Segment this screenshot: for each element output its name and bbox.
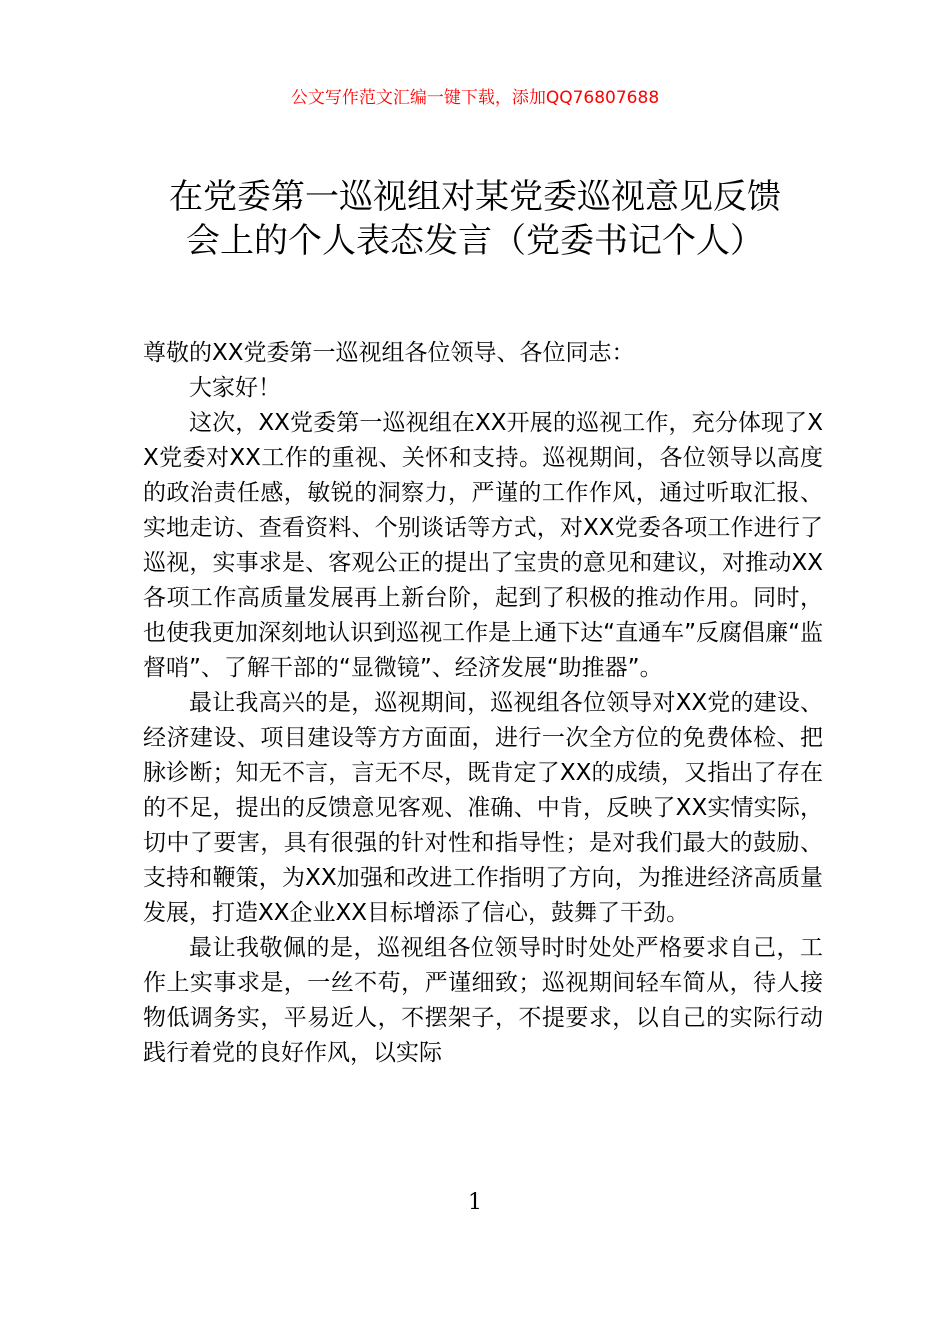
paragraph-1: 这次，XX党委第一巡视组在XX开展的巡视工作，充分体现了XX党委对XX工作的重视、关怀和支持。巡视期间，各位领导以高度的政治责任感，敏锐的洞察力，严谨的工作作风，通过听取汇报、实地走访、查看资料、个别谈话等方式，对XX党委各项工作进行了巡视，实事求是、客观公正的提出了宝贵的意见和建议，对推动XX各项工作高质量发展再上新台阶，起到了积极的推动作用。同时，也使我更加深刻地认识到巡视工作是上通下达“直通车”反腐倡廉“监督哨”、了解干部的“显微镜”、经济发展“助推器”。 [143, 410, 823, 681]
document-title-line-2: 会上的个人表态发言（党委书记个人） [186, 221, 764, 261]
document-body [143, 336, 823, 1071]
paragraph-3: 最让我敬佩的是，巡视组各位领导时时处处严格要求自己，工作上实事求是，一丝不苟，严谨细致；巡视期间轻车简从，待人接物低调务实，平易近人，不摆架子，不提要求，以自己的实际行动践行着党的良好作风，以实际 [143, 935, 823, 1066]
salutation: 尊敬的XX党委第一巡视组各位领导、各位同志： [143, 340, 635, 366]
download-banner: 公文写作范文汇编一键下载，添加QQ76807688 [290, 88, 660, 108]
page-number: 1 [468, 1190, 482, 1215]
paragraph-greeting: 大家好！ [189, 375, 281, 401]
paragraph-2: 最让我高兴的是，巡视期间，巡视组各位领导对XX党的建设、经济建设、项目建设等方方面面，进行一次全方位的免费体检、把脉诊断；知无不言，言无不尽，既肯定了XX的成绩，又指出了存在的不足，提出的反馈意见客观、准确、中肯，反映了XX实情实际，切中了要害，具有很强的针对性和指导性；是对我们最大的鼓励、支持和鞭策，为XX加强和改进工作指明了方向，为推进经济高质量发展，打造XX企业XX目标增添了信心，鼓舞了干劲。 [143, 690, 823, 926]
document-title-line-1: 在党委第一巡视组对某党委巡视意见反馈 [169, 177, 781, 217]
